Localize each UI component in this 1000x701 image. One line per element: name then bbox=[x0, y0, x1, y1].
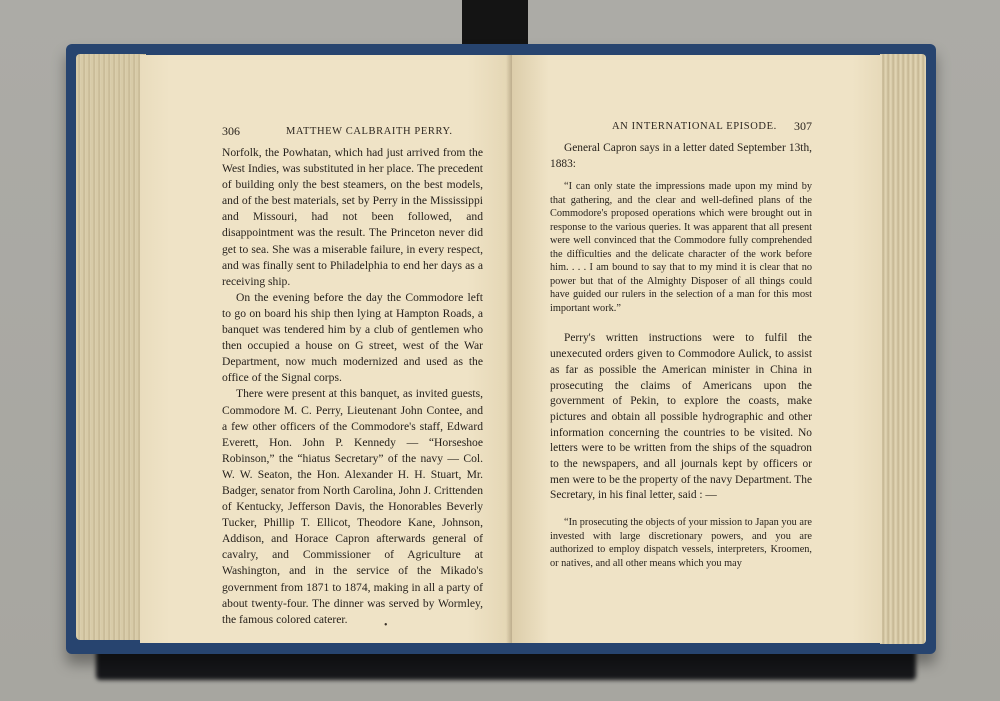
quote-secretary: “In prosecuting the objects of your mission to Japan you are invested with large discretionary powers, and you are authorized to employ dispatch vessels, interpreters, Kroomen, or natives, and all other means which you may bbox=[550, 517, 812, 569]
left-page-edges bbox=[76, 54, 146, 640]
left-paragraph-1: Norfolk, the Powhatan, which had just arrived from the West Indies, was substituted in her place. The precedent of building only the best steamers, on the best models, and of the best materials, set by Perry in the Mississippi and Missouri, had not been followed, and disappointment was the result. The Princeton never did get to sea. She was a miserable failure, in every respect, and was finally sent to Philadelphia to end her days as a receiving ship. bbox=[222, 146, 483, 288]
left-page-number: 306 bbox=[222, 124, 240, 138]
right-intro: General Capron says in a letter dated September 13th, 1883: bbox=[550, 142, 812, 170]
page-mark: • bbox=[384, 620, 388, 631]
left-page bbox=[140, 55, 512, 643]
quote-capron: “I can only state the impressions made upon my mind by that gathering, and the clear and well-defined plans of the Commodore's proposed operations which were brought out in response to the various queries. It was apparent that all present were well convinced that the Commodore fully comprehended the difficulties and the delicate character of the work before him. . . . I am bound to say that to my mind it is clear that no power but that of the Almighty Disposer of all things could have guided our rulers in the selection of a man for this most important work.” bbox=[550, 181, 812, 314]
right-page-number: 307 bbox=[794, 119, 812, 133]
left-paragraph-3: There were present at this banquet, as invited guests, Commodore M. C. Perry, Lieutenant John Contee, and a few other officers of the Commodore's staff, Edward Everett, Hon. John P. Kennedy — “Horseshoe Robinson,” the “hiatus Secretary” of the navy — Col. W. W. Seaton, the Hon. Alexander H. H. Stuart, Mr. Badger, senator from North Carolina, John J. Crittenden of Kentucky, Jefferson Davis, the Honorables Beverly Tucker, Phillip T. Ellicot, Theodore Kane, Johnson, Addison, and Horace Capron afterwards general of cavalry, and Commissioner of Agriculture at Washington, and in the service of the Mikado's government from 1871 to 1874, making in all a party of about twenty-four. The dinner was served by Wormley, the famous colored caterer. bbox=[222, 387, 483, 626]
left-running-head: MATTHEW CALBRAITH PERRY. bbox=[286, 126, 453, 137]
right-running-head: AN INTERNATIONAL EPISODE. bbox=[612, 121, 777, 132]
left-text-body bbox=[222, 145, 483, 628]
right-page bbox=[512, 55, 882, 643]
right-page-edges bbox=[880, 54, 926, 644]
left-paragraph-2: On the evening before the day the Commodore left to go on board his ship then lying at Hampton Roads, a banquet was tendered him by a club of gentlemen who then occupied a house on G street, west of the War Department, now much modernized and used as the office of the Signal corps. bbox=[222, 290, 483, 385]
right-paragraph-instructions: Perry's written instructions were to fulfil the unexecuted orders given to Commodore Aulick, to assist as far as possible the American minister in China in prosecuting the claims of Americans upon the government of Pekin, to explore the coasts, make pictures and obtain all possible hydrographic and other information concerning the countries to be visited. No letters were to be written from the ships of the squadron to the newspapers, and all journals kept by officers or men were to be the property of the navy Department. The Secretary, in his final letter, said : — bbox=[550, 332, 812, 502]
right-text-body bbox=[550, 141, 812, 570]
